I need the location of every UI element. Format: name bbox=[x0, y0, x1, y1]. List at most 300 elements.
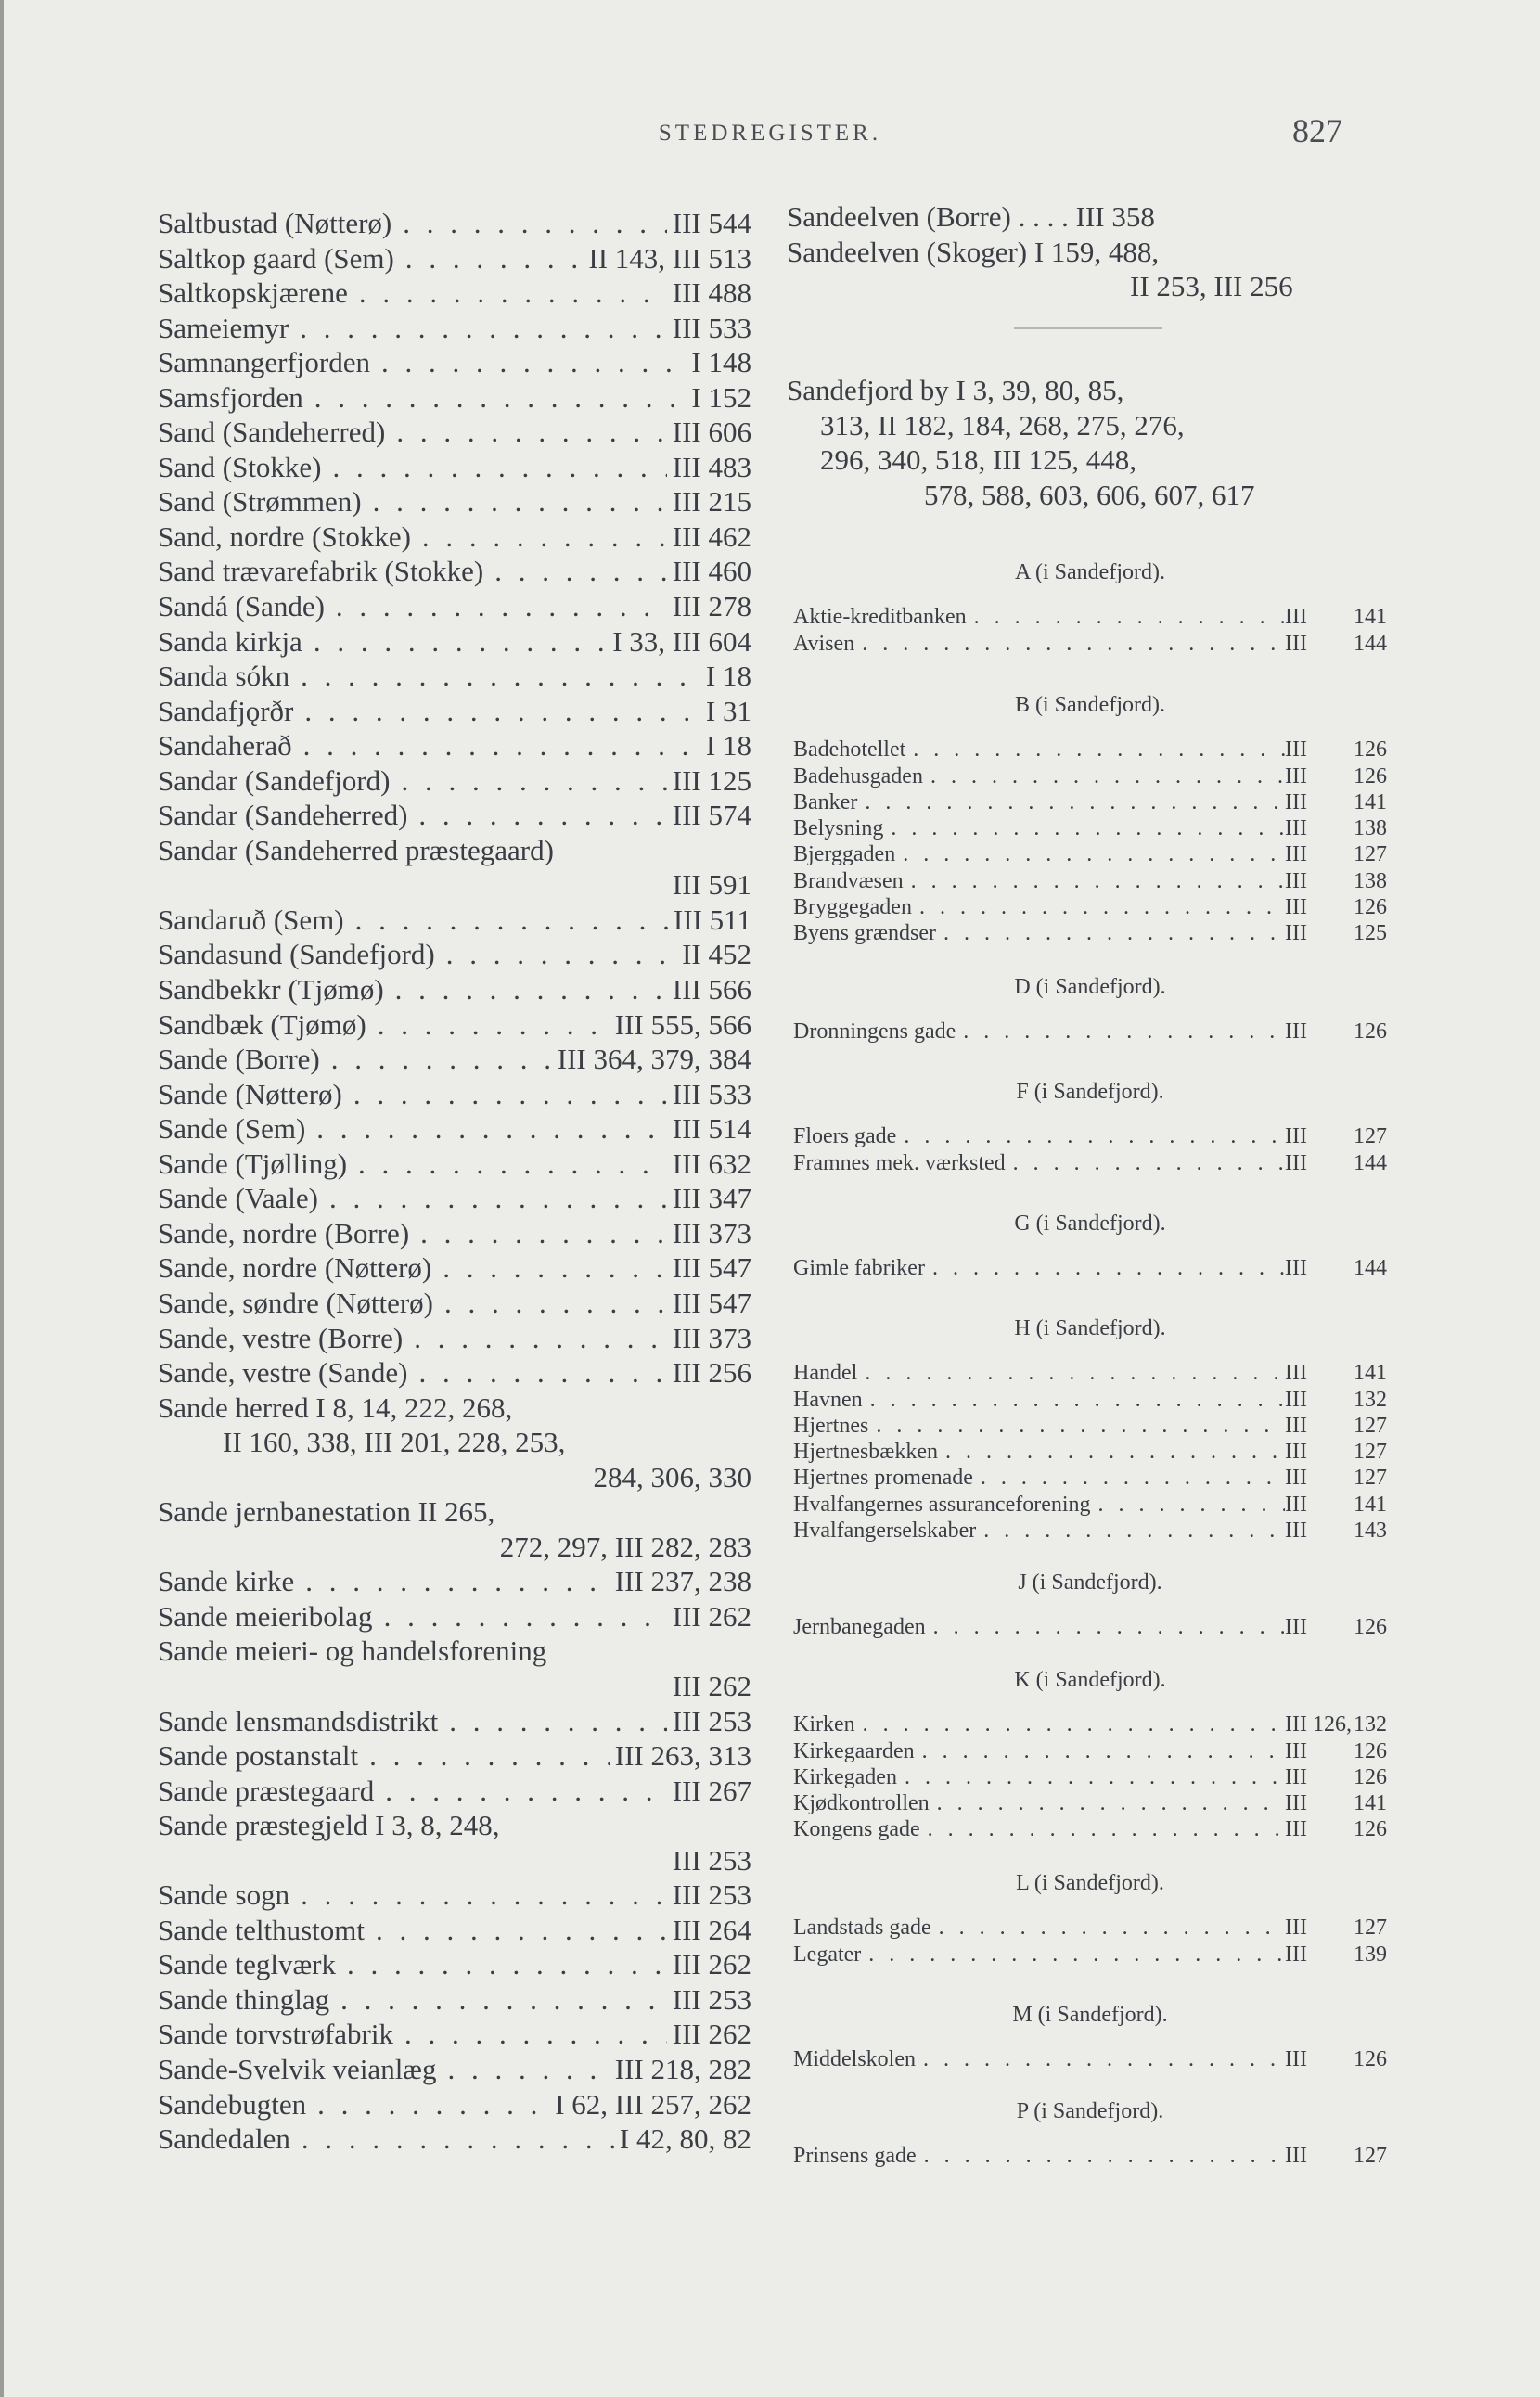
entry-name: Sand (Sandeherred) bbox=[158, 416, 386, 449]
subindex-row bbox=[793, 763, 1387, 789]
subsection-heading: J (i Sandefjord). bbox=[1018, 1570, 1162, 1595]
dot-leader bbox=[923, 763, 1285, 789]
dot-leader bbox=[407, 1355, 666, 1391]
sandefjord-line: 578, 588, 603, 606, 607, 617 bbox=[924, 478, 1255, 511]
index-entry bbox=[158, 1181, 751, 1216]
subindex-volume: III bbox=[1285, 1361, 1307, 1386]
subindex-row bbox=[793, 920, 1387, 946]
subindex-volume: III bbox=[1285, 2047, 1307, 2072]
subindex-page: 144 bbox=[1354, 631, 1387, 656]
index-entry bbox=[158, 833, 751, 868]
subindex-page: 127 bbox=[1354, 1413, 1387, 1438]
page-number: 827 bbox=[1292, 112, 1342, 149]
index-entry bbox=[158, 867, 751, 903]
dot-leader bbox=[855, 1711, 1285, 1737]
dot-leader bbox=[916, 2046, 1285, 2072]
subindex-page: 141 bbox=[1354, 789, 1387, 814]
index-entry bbox=[158, 2087, 751, 2122]
subindex-volume: III bbox=[1285, 631, 1307, 656]
index-entry bbox=[158, 450, 751, 485]
dot-leader bbox=[373, 1599, 667, 1634]
dot-leader bbox=[436, 2052, 609, 2087]
subindex-volume: III bbox=[1285, 842, 1307, 867]
subindex-row bbox=[793, 631, 1387, 657]
entry-ref: III 264 bbox=[672, 1913, 751, 1946]
dot-leader bbox=[336, 1947, 667, 1982]
subindex-volume: III bbox=[1285, 1615, 1307, 1640]
entry-name: Sandbekkr (Tjømø) bbox=[158, 973, 384, 1006]
subindex-volume: III 126, bbox=[1285, 1712, 1352, 1737]
dot-leader bbox=[438, 1704, 667, 1739]
subindex-volume: III bbox=[1285, 737, 1307, 763]
entry-ref: III 483 bbox=[672, 450, 751, 483]
dot-leader bbox=[289, 1878, 667, 1913]
subsection-heading: F (i Sandefjord). bbox=[1016, 1080, 1164, 1104]
entry-name: Sande thinglag bbox=[158, 1982, 330, 2016]
subindex-page: 127 bbox=[1354, 2144, 1387, 2169]
subindex-row bbox=[793, 1492, 1387, 1518]
dot-leader bbox=[329, 1982, 667, 2018]
dot-leader bbox=[365, 1913, 667, 1948]
index-entry-line: II 253, III 256 bbox=[1130, 270, 1293, 302]
dot-leader bbox=[435, 937, 676, 972]
entry-ref: III 460 bbox=[672, 555, 751, 588]
subindex-page: 141 bbox=[1354, 1492, 1387, 1517]
entry-ref: III 373 bbox=[672, 1216, 751, 1250]
subsection-heading: K (i Sandefjord). bbox=[1014, 1668, 1166, 1692]
subindex-page: 139 bbox=[1354, 1942, 1387, 1967]
subindex-row bbox=[793, 1123, 1387, 1149]
subsection bbox=[793, 692, 1387, 947]
subindex-row bbox=[793, 789, 1387, 815]
dot-leader bbox=[896, 1123, 1285, 1149]
dot-leader bbox=[294, 1564, 610, 1599]
entry-name: Sande herred I 8, 14, 222, 268, bbox=[158, 1391, 513, 1424]
subsection-heading: B (i Sandefjord). bbox=[1015, 693, 1165, 717]
entry-name: Sande præstegaard bbox=[158, 1774, 375, 1807]
dot-leader bbox=[863, 1387, 1285, 1413]
index-entry bbox=[158, 1634, 751, 1669]
dot-leader bbox=[305, 1111, 666, 1147]
index-entry bbox=[158, 206, 751, 241]
dot-leader bbox=[904, 868, 1285, 894]
subsection bbox=[793, 2002, 1387, 2073]
dot-leader bbox=[967, 604, 1285, 630]
entry-ref: 284, 306, 330 bbox=[593, 1460, 751, 1493]
subindex-page: 126 bbox=[1354, 1764, 1387, 1789]
index-entry bbox=[158, 1774, 751, 1809]
index-entry bbox=[158, 798, 751, 833]
subindex-row bbox=[793, 1387, 1387, 1413]
dot-leader bbox=[289, 311, 667, 346]
section-rule bbox=[1014, 327, 1162, 329]
subindex-name: Hvalfangernes assuranceforening bbox=[793, 1492, 1091, 1517]
index-entry bbox=[158, 1286, 751, 1321]
entry-ref: I 33, III 604 bbox=[612, 624, 751, 658]
index-entry-line: Sandeelven (Borre) . . . . III 358 bbox=[787, 200, 1155, 233]
entry-name: Sandaherað bbox=[158, 729, 292, 763]
subsection bbox=[793, 974, 1387, 1045]
dot-leader bbox=[483, 554, 667, 589]
index-entry bbox=[158, 1843, 751, 1878]
entry-name: Sandebugten bbox=[158, 2087, 307, 2121]
subsection-heading: H (i Sandefjord). bbox=[1014, 1316, 1166, 1340]
subindex-page: 127 bbox=[1354, 1440, 1387, 1465]
index-entry bbox=[158, 763, 751, 799]
entry-name: Sandar (Sandefjord) bbox=[158, 763, 391, 797]
dot-leader bbox=[409, 1216, 667, 1251]
entry-ref: III 263, 313 bbox=[614, 1739, 751, 1773]
subindex-volume: III bbox=[1285, 921, 1307, 946]
subindex-page: 126 bbox=[1354, 1738, 1387, 1763]
entry-ref: III 606 bbox=[672, 416, 751, 449]
subindex-name: Byens grændser bbox=[793, 921, 936, 946]
subindex-name: Badehusgaden bbox=[793, 763, 923, 788]
subindex-name: Jernbanegaden bbox=[793, 1615, 926, 1640]
entry-name: Sande meieri- og handelsforening bbox=[158, 1634, 547, 1668]
index-entry-line: Sandeelven (Skoger) I 159, 488, bbox=[787, 235, 1160, 268]
index-entry bbox=[158, 276, 751, 311]
subindex-row bbox=[793, 894, 1387, 920]
entry-ref: III 253 bbox=[672, 1982, 751, 2016]
dot-leader bbox=[433, 1286, 667, 1321]
entry-name: Sande (Sem) bbox=[158, 1112, 306, 1146]
subindex-volume: III bbox=[1285, 1492, 1307, 1517]
dot-leader bbox=[407, 798, 666, 833]
subindex-page: 127 bbox=[1354, 1916, 1387, 1941]
dot-leader bbox=[938, 1439, 1285, 1465]
entry-ref: III 262 bbox=[672, 1669, 751, 1702]
entry-ref: III 267 bbox=[672, 1774, 751, 1807]
entry-name: Sandar (Sandeherred) bbox=[158, 799, 408, 832]
dot-leader bbox=[920, 1816, 1285, 1842]
subindex-row bbox=[793, 815, 1387, 841]
index-entry bbox=[158, 1564, 751, 1599]
entry-name: Sande, søndre (Nøtterø) bbox=[158, 1286, 433, 1319]
index-entry bbox=[158, 624, 751, 660]
entry-ref: III 364, 379, 384 bbox=[557, 1043, 751, 1076]
entry-ref: III 253 bbox=[672, 1704, 751, 1737]
entry-ref: II 143, III 513 bbox=[588, 241, 751, 275]
entry-ref: III 215 bbox=[672, 485, 751, 519]
entry-ref: III 237, 238 bbox=[614, 1565, 751, 1598]
index-entry bbox=[158, 1738, 751, 1774]
dot-leader bbox=[325, 589, 667, 624]
index-entry bbox=[158, 1077, 751, 1112]
sandefjord-line: Sandefjord by I 3, 39, 80, 85, bbox=[787, 374, 1124, 406]
entry-name: Sande, vestre (Sande) bbox=[158, 1356, 408, 1390]
subindex-row bbox=[793, 1360, 1387, 1386]
entry-ref: III 125 bbox=[672, 763, 751, 797]
entry-name: Sande lensmandsdistrikt bbox=[158, 1704, 439, 1737]
entry-name: Sande jernbanestation II 265, bbox=[158, 1495, 495, 1529]
subindex-page: 141 bbox=[1354, 605, 1387, 630]
dot-leader bbox=[868, 1413, 1285, 1439]
subsection bbox=[793, 1315, 1387, 1544]
entry-name: Sandar (Sandeherred præstegaard) bbox=[158, 833, 554, 866]
entry-ref: I 152 bbox=[691, 380, 751, 414]
subindex-name: Kirkegaarden bbox=[793, 1738, 915, 1763]
subindex-volume: III bbox=[1285, 789, 1307, 814]
dot-leader bbox=[1091, 1492, 1285, 1518]
subindex-name: Badehotellet bbox=[793, 737, 906, 763]
subindex-row bbox=[793, 1465, 1387, 1491]
dot-leader bbox=[302, 624, 607, 660]
subindex-volume: III bbox=[1285, 1466, 1307, 1491]
entry-ref: I 18 bbox=[705, 660, 751, 693]
entry-name: Sande kirke bbox=[158, 1565, 295, 1598]
subindex-name: Legater bbox=[793, 1942, 862, 1967]
subindex-name: Belysning bbox=[793, 816, 884, 841]
subindex-name: Kirkegaden bbox=[793, 1764, 897, 1789]
entry-name: Sand (Stokke) bbox=[158, 450, 322, 483]
subindex-name: Hvalfangerselskaber bbox=[793, 1519, 977, 1544]
subindex-volume: III bbox=[1285, 2144, 1307, 2169]
sandefjord-entry bbox=[787, 373, 1380, 512]
entry-name: Sande (Vaale) bbox=[158, 1182, 318, 1215]
dot-leader bbox=[431, 1250, 667, 1286]
entry-name: Sande torvstrøfabrik bbox=[158, 2018, 393, 2051]
dot-leader bbox=[973, 1465, 1285, 1491]
dot-leader bbox=[391, 763, 667, 799]
subindex-name: Bjerggaden bbox=[793, 842, 896, 867]
dot-leader bbox=[861, 1942, 1285, 1968]
entry-ref: III 547 bbox=[672, 1286, 751, 1319]
entry-name: Sande, vestre (Borre) bbox=[158, 1321, 404, 1354]
index-entry bbox=[158, 589, 751, 624]
index-entry bbox=[158, 694, 751, 729]
subindex-volume: III bbox=[1285, 763, 1307, 788]
index-entry bbox=[158, 345, 751, 380]
dot-leader bbox=[956, 1019, 1285, 1045]
subindex-name: Middelskolen bbox=[793, 2047, 916, 2072]
entry-name: Samnangerfjorden bbox=[158, 346, 370, 379]
dot-leader bbox=[857, 1360, 1285, 1386]
index-entry bbox=[158, 1321, 751, 1356]
dot-leader bbox=[384, 972, 667, 1007]
subindex-page: 127 bbox=[1354, 1466, 1387, 1491]
index-entry bbox=[158, 241, 751, 276]
subindex-page: 144 bbox=[1354, 1150, 1387, 1175]
subindex-row bbox=[793, 868, 1387, 894]
entry-name: Sande, nordre (Nøtterø) bbox=[158, 1251, 432, 1285]
subindex-volume: III bbox=[1285, 1738, 1307, 1763]
dot-leader bbox=[358, 1738, 610, 1774]
subsection-heading: A (i Sandefjord). bbox=[1015, 560, 1165, 584]
index-entry bbox=[158, 972, 751, 1007]
entry-name: Sand (Strømmen) bbox=[158, 485, 362, 519]
index-entry bbox=[158, 380, 751, 416]
index-entry bbox=[158, 2052, 751, 2087]
index-entry bbox=[158, 1494, 751, 1530]
index-entry bbox=[158, 1878, 751, 1913]
entry-name: Sande teglværk bbox=[158, 1948, 336, 1981]
entry-name: Sanda sókn bbox=[158, 660, 290, 693]
subindex-page: 126 bbox=[1354, 763, 1387, 788]
subindex-row bbox=[793, 1711, 1387, 1737]
dot-leader bbox=[293, 694, 700, 729]
subindex-volume: III bbox=[1285, 1764, 1307, 1789]
subindex-page: 143 bbox=[1354, 1519, 1387, 1544]
entry-name: Sandá (Sande) bbox=[158, 590, 325, 623]
entry-ref: III 347 bbox=[672, 1182, 751, 1215]
dot-leader bbox=[394, 241, 584, 276]
subindex-volume: III bbox=[1285, 1942, 1307, 1967]
entry-ref: III 574 bbox=[672, 799, 751, 832]
dot-leader bbox=[348, 276, 667, 311]
dot-leader bbox=[854, 631, 1285, 657]
index-entry bbox=[158, 1216, 751, 1251]
subindex-page: 144 bbox=[1354, 1256, 1387, 1281]
index-entry bbox=[158, 484, 751, 519]
entry-name: Sande-Svelvik veianlæg bbox=[158, 2052, 437, 2085]
entry-ref: II 452 bbox=[682, 938, 751, 971]
index-entry bbox=[158, 1042, 751, 1077]
subindex-page: 125 bbox=[1354, 921, 1387, 946]
subindex-page: 141 bbox=[1354, 1361, 1387, 1386]
subindex-row bbox=[793, 737, 1387, 763]
subindex-row bbox=[793, 1816, 1387, 1842]
dot-leader bbox=[915, 1738, 1285, 1764]
entry-name: Sande (Borre) bbox=[158, 1043, 320, 1076]
subindex-volume: III bbox=[1285, 895, 1307, 920]
index-entry bbox=[158, 1530, 751, 1565]
entry-ref: I 18 bbox=[705, 729, 751, 763]
entry-ref: I 148 bbox=[691, 346, 751, 379]
dot-leader bbox=[290, 2121, 614, 2157]
subindex-page: 132 bbox=[1354, 1387, 1387, 1412]
subindex-page: 126 bbox=[1354, 1817, 1387, 1842]
entry-ref: III 253 bbox=[672, 1843, 751, 1877]
index-entry bbox=[158, 937, 751, 972]
index-entry bbox=[158, 1147, 751, 1182]
dot-leader bbox=[930, 1790, 1285, 1816]
subindex-row bbox=[793, 604, 1387, 630]
entry-ref: III 462 bbox=[672, 519, 751, 553]
entry-ref: III 256 bbox=[672, 1356, 751, 1390]
entry-name: Sande postanstalt bbox=[158, 1739, 359, 1773]
index-entry bbox=[158, 1355, 751, 1391]
index-entry bbox=[158, 903, 751, 938]
entry-name: Sanda kirkja bbox=[158, 624, 302, 658]
subsection bbox=[793, 1079, 1387, 1176]
subindex-volume: III bbox=[1285, 1150, 1307, 1175]
dot-leader bbox=[303, 380, 687, 416]
subindex-name: Aktie-kreditbanken bbox=[793, 605, 967, 630]
index-entry bbox=[158, 311, 751, 346]
subindex-row bbox=[793, 1255, 1387, 1281]
subindex-page: 132 bbox=[1354, 1712, 1387, 1737]
page-edge bbox=[0, 0, 4, 2397]
entry-ref: I 62, III 257, 262 bbox=[555, 2087, 751, 2121]
subindex-volume: III bbox=[1285, 1440, 1307, 1465]
sandefjord-line: 296, 340, 518, III 125, 448, bbox=[820, 443, 1136, 476]
entry-ref: III 253 bbox=[672, 1878, 751, 1912]
subindex-name: Gimle fabriker bbox=[793, 1256, 925, 1281]
subindex-row bbox=[793, 1915, 1387, 1941]
entry-name: Sandasund (Sandefjord) bbox=[158, 938, 435, 971]
subindex-volume: III bbox=[1285, 1519, 1307, 1544]
index-entry bbox=[158, 728, 751, 763]
subsection-heading: L (i Sandefjord). bbox=[1016, 1871, 1164, 1895]
subindex-name: Handel bbox=[793, 1361, 858, 1386]
subsection-heading: M (i Sandefjord). bbox=[1012, 2003, 1168, 2027]
subindex-name: Avisen bbox=[793, 631, 855, 656]
entry-ref: III 514 bbox=[672, 1112, 751, 1146]
entry-ref: III 262 bbox=[672, 1599, 751, 1633]
dot-leader bbox=[320, 1042, 552, 1077]
index-entry bbox=[158, 519, 751, 555]
dot-leader bbox=[895, 841, 1285, 867]
subindex-name: Hjertnes promenade bbox=[793, 1466, 973, 1491]
entry-name: Sand trævarefabrik (Stokke) bbox=[158, 555, 484, 588]
index-entry bbox=[158, 659, 751, 694]
subindex-name: Brandvæsen bbox=[793, 868, 904, 893]
entry-ref: I 31 bbox=[705, 694, 751, 727]
subsection-heading: G (i Sandefjord). bbox=[1014, 1211, 1166, 1236]
entry-name: Sameiemyr bbox=[158, 311, 289, 344]
subindex-row bbox=[793, 1150, 1387, 1176]
entry-name: II 160, 338, III 201, 228, 253, bbox=[223, 1426, 566, 1459]
dot-leader bbox=[322, 450, 667, 485]
subindex-volume: III bbox=[1285, 816, 1307, 841]
subindex-row bbox=[793, 1019, 1387, 1045]
dot-leader bbox=[393, 2017, 667, 2052]
subindex-volume: III bbox=[1285, 1413, 1307, 1438]
dot-leader bbox=[306, 2087, 549, 2122]
subindex-name: Kirken bbox=[793, 1712, 855, 1737]
index-entry bbox=[158, 1913, 751, 1948]
entry-ref: III 218, 282 bbox=[614, 2052, 751, 2085]
subindex-row bbox=[793, 1413, 1387, 1439]
entry-ref: III 278 bbox=[672, 590, 751, 623]
subindex-volume: III bbox=[1285, 868, 1307, 893]
subindex-volume: III bbox=[1285, 1791, 1307, 1816]
subindex-name: Banker bbox=[793, 789, 858, 814]
subindex-volume: III bbox=[1285, 1019, 1307, 1045]
subindex-name: Floers gade bbox=[793, 1124, 897, 1149]
entry-ref: III 488 bbox=[672, 276, 751, 310]
running-head: STEDREGISTER. bbox=[658, 121, 882, 146]
subindex-row bbox=[793, 1518, 1387, 1544]
entry-name: Saltkop gaard (Sem) bbox=[158, 241, 394, 275]
subindex-page: 126 bbox=[1354, 2047, 1387, 2072]
subindex-name: Hjertnes bbox=[793, 1413, 869, 1438]
entry-name: Sand, nordre (Stokke) bbox=[158, 519, 411, 553]
dot-leader bbox=[366, 1007, 610, 1043]
dot-leader bbox=[897, 1764, 1285, 1790]
subsection bbox=[793, 1870, 1387, 1968]
subindex-row bbox=[793, 841, 1387, 867]
index-entry bbox=[158, 1947, 751, 1982]
index-entry bbox=[158, 1599, 751, 1634]
entry-name: Sandaruð (Sem) bbox=[158, 903, 344, 936]
subsection-heading: P (i Sandefjord). bbox=[1016, 2099, 1164, 2123]
dot-leader bbox=[926, 1614, 1285, 1640]
index-entry bbox=[158, 1007, 751, 1043]
dot-leader bbox=[289, 659, 700, 694]
entry-ref: III 555, 566 bbox=[614, 1007, 751, 1041]
subsection bbox=[793, 1667, 1387, 1843]
index-entry bbox=[158, 1460, 751, 1495]
entry-name: Sandafjǫrðr bbox=[158, 694, 294, 727]
dot-leader bbox=[344, 903, 668, 938]
subindex-name: Prinsens gade bbox=[793, 2144, 917, 2169]
entry-name: Sande meieribolag bbox=[158, 1599, 373, 1633]
subindex-row bbox=[793, 2143, 1387, 2169]
index-entry bbox=[158, 1704, 751, 1739]
subsection bbox=[793, 559, 1387, 657]
